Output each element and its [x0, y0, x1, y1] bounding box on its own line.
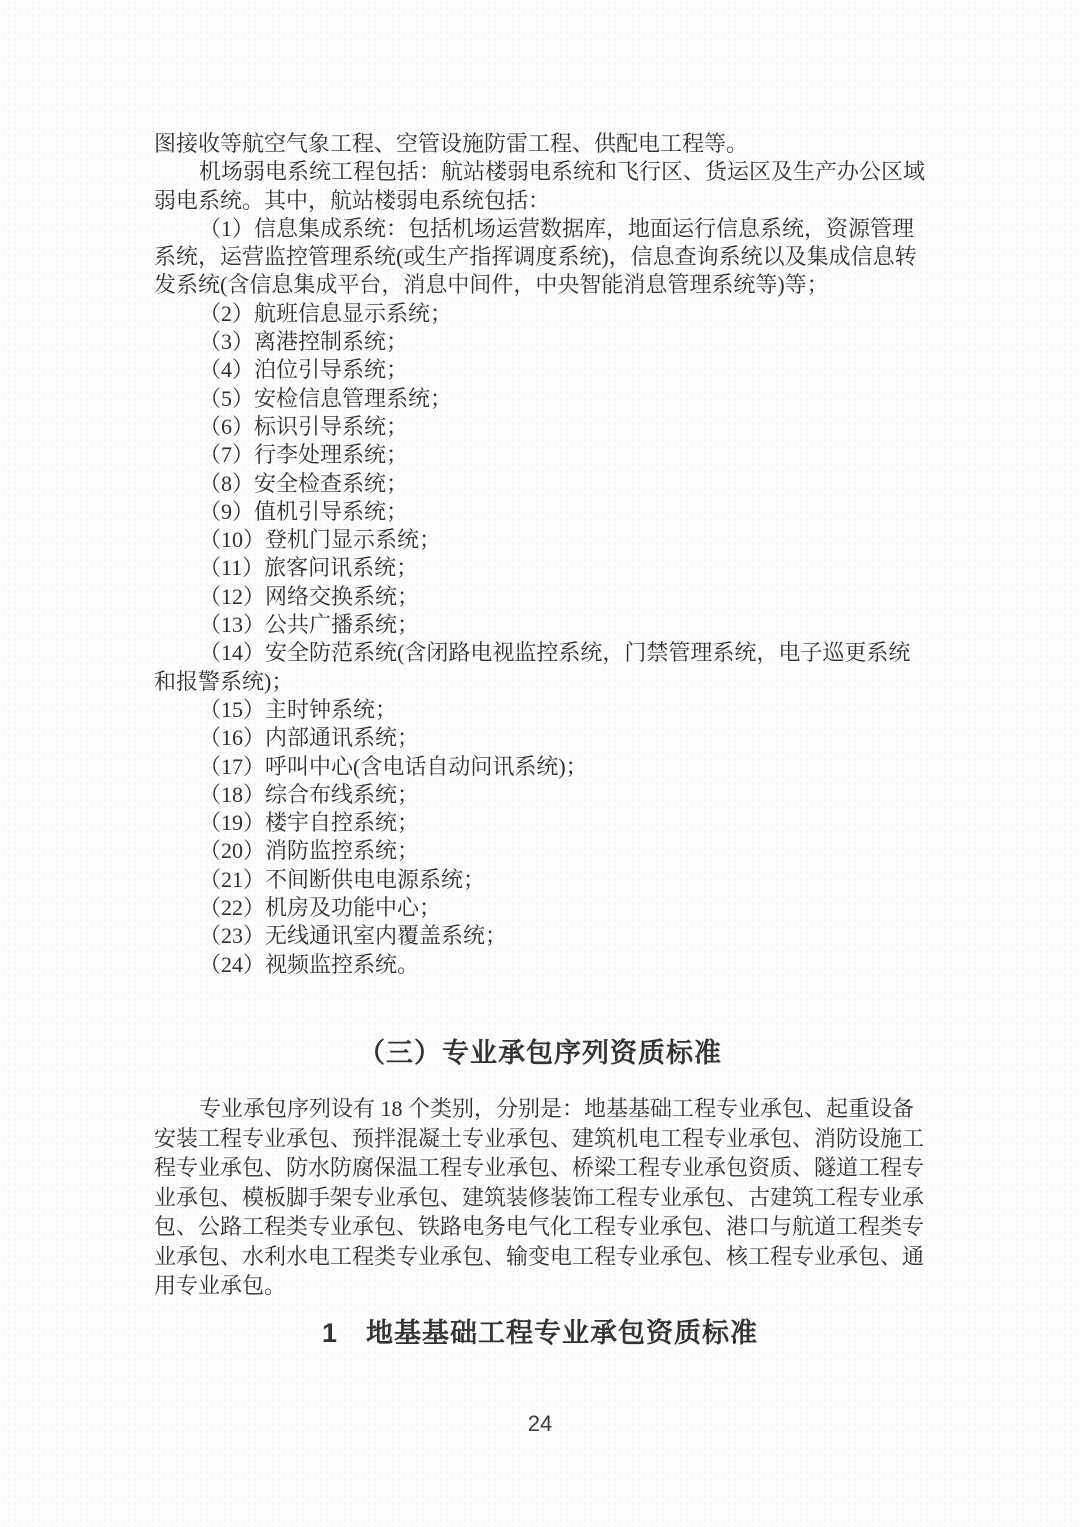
section-paragraph-block — [154, 1094, 964, 1301]
text-line: （17）呼叫中心(含电话自动问讯系统)； — [199, 753, 588, 779]
subsection-heading: 1 地基基础工程专业承包资质标准 — [321, 1318, 758, 1348]
text-line: （20）消防监控系统； — [199, 838, 420, 864]
text-line: 安装工程专业承包、预拌混凝土专业承包、建筑机电工程专业承包、消防设施工 — [154, 1125, 925, 1151]
text-line: （12）网络交换系统； — [199, 583, 420, 609]
text-line: 弱电系统。其中，航站楼弱电系统包括： — [154, 187, 551, 213]
page-number: 24 — [527, 1411, 553, 1436]
text-line: （14）安全防范系统(含闭路电视监控系统，门禁管理系统，电子巡更系统 — [199, 640, 911, 666]
text-line: （8）安全检查系统； — [199, 470, 409, 496]
text-line: （5）安检信息管理系统； — [199, 385, 453, 411]
text-line: （21）不间断供电电源系统； — [199, 866, 486, 892]
text-line: 和报警系统)； — [154, 668, 294, 694]
text-line: （24）视频监控系统。 — [199, 951, 420, 977]
text-line: 程专业承包、防水防腐保温工程专业承包、桥梁工程专业承包资质、隧道工程专 — [154, 1155, 925, 1180]
text-line: 专业承包序列设有 18 个类别，分别是：地基基础工程专业承包、起重设备 — [199, 1096, 915, 1121]
text-line: 包、公路工程类专业承包、铁路电务电气化工程专业承包、港口与航道工程类专 — [154, 1214, 925, 1239]
text-line: （13）公共广播系统； — [199, 612, 420, 638]
text-line: （7）行李处理系统； — [199, 442, 409, 468]
text-line: （22）机房及功能中心； — [199, 895, 442, 921]
text-line: （18）综合布线系统； — [199, 781, 420, 807]
text-line: （10）登机门显示系统； — [199, 527, 442, 553]
body-text-block — [154, 130, 964, 979]
text-line: （3）离港控制系统； — [199, 329, 409, 355]
text-line: （23）无线通讯室内覆盖系统； — [199, 923, 508, 949]
text-line: （16）内部通讯系统； — [199, 725, 420, 751]
section-heading: （三）专业承包序列资质标准 — [358, 1038, 722, 1068]
text-line: 图接收等航空气象工程、空管设施防雷工程、供配电工程等。 — [154, 131, 749, 156]
text-line: 系统，运营监控管理系统(或生产指挥调度系统)，信息查询系统以及集成信息转 — [154, 244, 917, 270]
text-line: （11）旅客问讯系统； — [199, 555, 419, 581]
text-line: （19）楼宇自控系统； — [199, 810, 420, 836]
text-line: （9）值机引导系统； — [199, 498, 409, 524]
text-line: 发系统(含信息集成平台，消息中间件，中央智能消息管理系统等)等； — [154, 272, 829, 298]
text-line: （4）泊位引导系统； — [199, 357, 409, 383]
text-line: 用专业承包。 — [154, 1273, 287, 1298]
text-line: （15）主时钟系统； — [199, 696, 398, 722]
text-line: 业承包、水利水电工程类专业承包、输变电工程专业承包、核工程专业承包、通 — [154, 1243, 925, 1269]
text-line: 机场弱电系统工程包括：航站楼弱电系统和飞行区、货运区及生产办公区域 — [199, 159, 926, 185]
text-line: （2）航班信息显示系统； — [199, 300, 453, 326]
text-line: （6）标识引导系统； — [199, 413, 409, 439]
text-line: （1）信息集成系统：包括机场运营数据库，地面运行信息系统，资源管理 — [199, 215, 915, 241]
text-line: 业承包、模板脚手架专业承包、建筑装修装饰工程专业承包、古建筑工程专业承 — [154, 1184, 925, 1210]
